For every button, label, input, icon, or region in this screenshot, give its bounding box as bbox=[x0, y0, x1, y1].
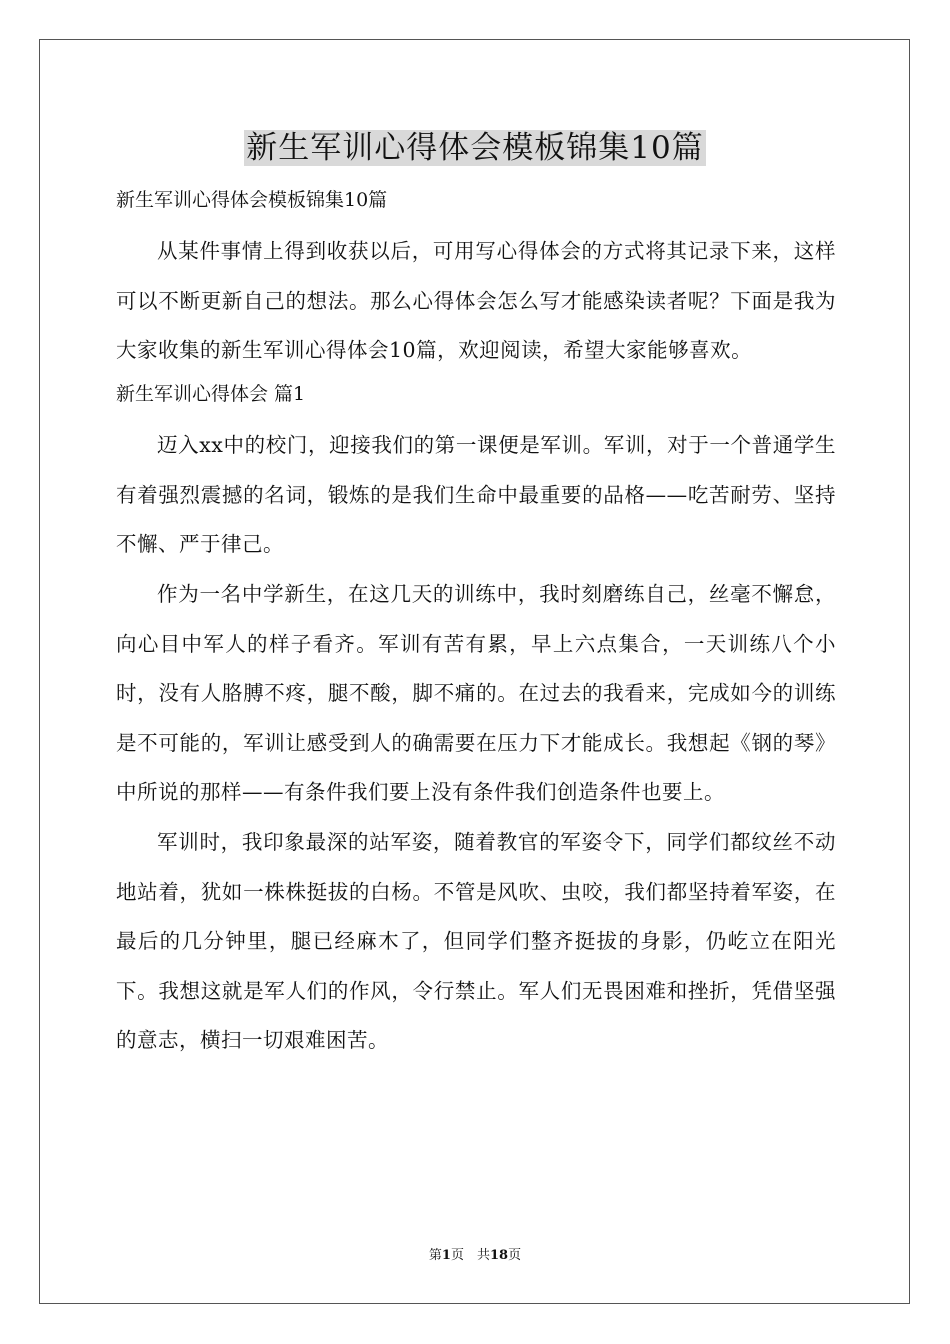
section-heading: 新生军训心得体会 篇1 bbox=[116, 383, 306, 405]
footer-total-pages: 18 bbox=[489, 1248, 509, 1263]
document-body bbox=[116, 180, 836, 1066]
footer-prefix: 第 bbox=[428, 1248, 442, 1263]
footer-mid: 页 共 bbox=[450, 1248, 490, 1263]
document-title-text: 新生军训心得体会模板锦集10篇 bbox=[246, 130, 704, 166]
body-paragraph-3: 军训时，我印象最深的站军姿，随着教官的军姿令下，同学们都纹丝不动地站着，犹如一株株挺拔的白杨。不管是风吹、虫咬，我们都坚持着军姿，在最后的几分钟里，腿已经麻木了，但同学们整齐挺拔的身影，仍屹立在阳光下。我想这就是军人们的作风，令行禁止。军人们无畏困难和挫折，凭借坚强的意志，横扫一切艰难困苦。 bbox=[116, 830, 836, 1052]
body-paragraph-2: 作为一名中学新生，在这几天的训练中，我时刻磨练自己，丝毫不懈怠，向心目中军人的样子看齐。军训有苦有累，早上六点集合，一天训练八个小时，没有人胳膊不疼，腿不酸，脚不痛的。在过去的我看来，完成如今的训练是不可能的，军训让感受到人的确需要在压力下才能成长。我想起《钢的琴》中所说的那样——有条件我们要上没有条件我们创造条件也要上。 bbox=[116, 582, 836, 804]
document-title bbox=[0, 126, 950, 170]
footer-suffix: 页 bbox=[508, 1248, 522, 1263]
document-subtitle: 新生军训心得体会模板锦集10篇 bbox=[116, 189, 388, 211]
footer-page-number: 1 bbox=[441, 1248, 451, 1263]
intro-paragraph: 从某件事情上得到收获以后，可用写心得体会的方式将其记录下来，这样可以不断更新自己的想法。那么心得体会怎么写才能感染读者呢？下面是我为大家收集的新生军训心得体会10篇，欢迎阅读，希望大家能够喜欢。 bbox=[116, 239, 836, 362]
body-paragraph-1: 迈入xx中的校门，迎接我们的第一课便是军训。军训，对于一个普通学生有着强烈震撼的名词，锻炼的是我们生命中最重要的品格——吃苦耐劳、坚持不懈、严于律己。 bbox=[116, 433, 836, 556]
page-footer bbox=[0, 1247, 950, 1265]
